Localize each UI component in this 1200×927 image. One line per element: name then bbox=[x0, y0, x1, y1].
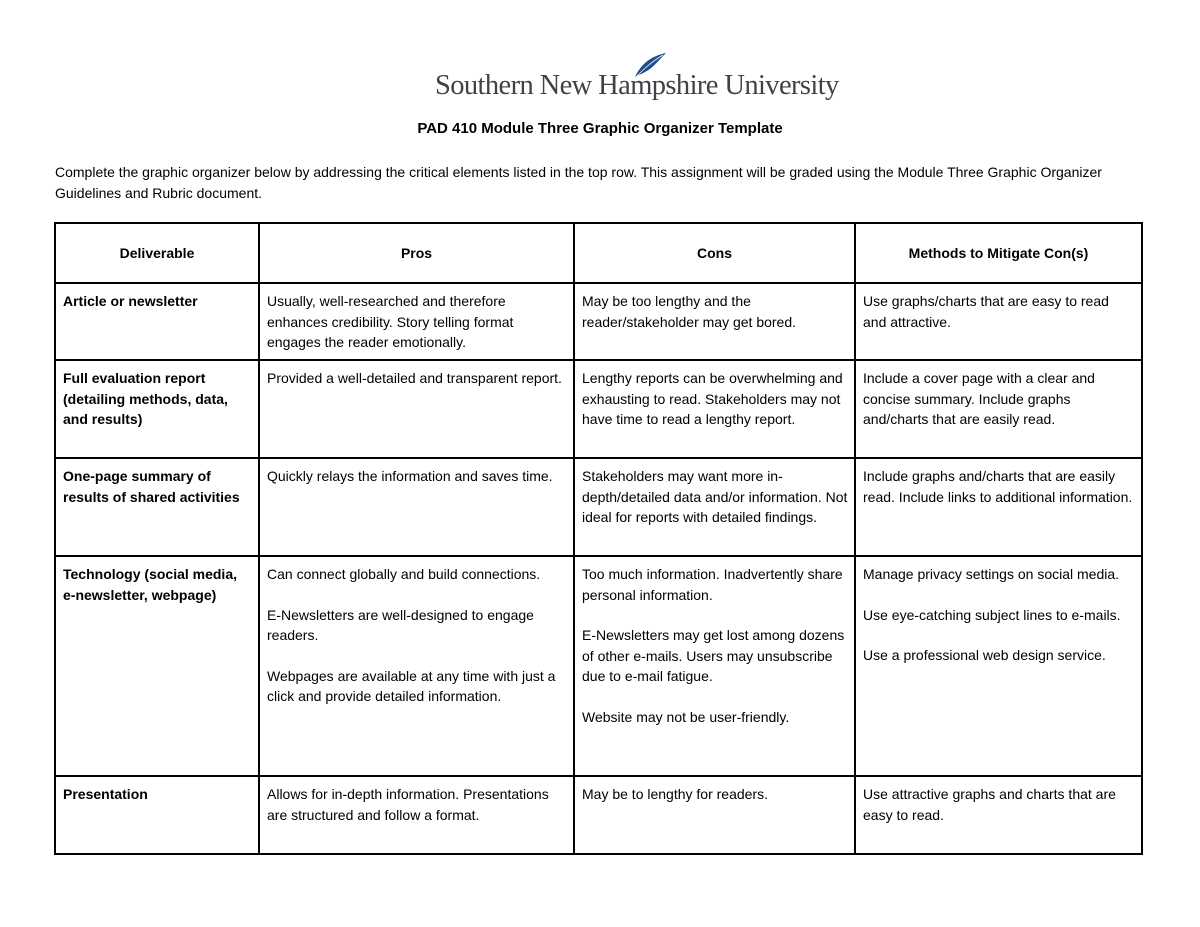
cons-text: Stakeholders may want more in-depth/detailed data and/or information. Not ideal for reports with detailed findings. bbox=[582, 468, 848, 525]
cons-text: Website may not be user-friendly. bbox=[582, 708, 790, 725]
methods-cell bbox=[855, 458, 1142, 556]
table-row bbox=[55, 283, 1142, 360]
methods-cell bbox=[855, 776, 1142, 854]
methods-cell bbox=[855, 283, 1142, 360]
header-row bbox=[55, 223, 1142, 283]
pros-cell bbox=[259, 283, 574, 360]
cons-cell bbox=[574, 458, 855, 556]
pros-text: Allows for in-depth information. Presentations are structured and follow a format. bbox=[267, 786, 549, 823]
cons-cell bbox=[574, 360, 855, 458]
logo-wordmark: Southern New Hampshire University bbox=[435, 70, 839, 101]
header-pros: Pros bbox=[259, 223, 574, 283]
pros-cell bbox=[259, 776, 574, 854]
deliverable-cell: Presentation bbox=[55, 776, 259, 854]
pros-cell bbox=[259, 458, 574, 556]
methods-text: Include a cover page with a clear and concise summary. Include graphs and/charts that are easily read. bbox=[863, 370, 1095, 427]
header-deliverable: Deliverable bbox=[55, 223, 259, 283]
instructions-paragraph: Complete the graphic organizer below by addressing the critical elements listed in the top row. This assignment will be graded using the Module Three Graphic Organizer Guidelines and Rubric document. bbox=[55, 164, 1102, 201]
table-row bbox=[55, 360, 1142, 458]
document-title: PAD 410 Module Three Graphic Organizer Template bbox=[417, 120, 783, 137]
pros-text: E-Newsletters are well-designed to engage readers. bbox=[267, 606, 534, 643]
cons-text: E-Newsletters may get lost among dozens of other e-mails. Users may unsubscribe due to e-mail fatigue. bbox=[582, 627, 845, 684]
pros-text: Can connect globally and build connections. bbox=[267, 566, 541, 582]
methods-cell bbox=[855, 360, 1142, 458]
header-cons: Cons bbox=[574, 223, 855, 283]
methods-cell bbox=[855, 556, 1142, 776]
deliverable-cell: Article or newsletter bbox=[55, 283, 259, 360]
methods-text: Use eye-catching subject lines to e-mails. bbox=[863, 606, 1121, 623]
table-row bbox=[55, 776, 1142, 854]
university-logo bbox=[435, 52, 839, 106]
pros-cell bbox=[259, 360, 574, 458]
graphic-organizer-table bbox=[54, 222, 1143, 855]
cons-cell bbox=[574, 776, 855, 854]
methods-text: Manage privacy settings on social media. bbox=[863, 566, 1120, 582]
deliverable-cell: One-page summary of results of shared activities bbox=[55, 458, 259, 556]
header-methods: Methods to Mitigate Con(s) bbox=[855, 223, 1142, 283]
table-row bbox=[55, 556, 1142, 776]
deliverable-cell: Technology (social media, e-newsletter, webpage) bbox=[55, 556, 259, 776]
methods-text: Use graphs/charts that are easy to read and attractive. bbox=[863, 293, 1109, 330]
pros-text: Usually, well-researched and therefore enhances credibility. Story telling format engages the reader emotionally. bbox=[267, 293, 514, 350]
cons-text: May be to lengthy for readers. bbox=[582, 786, 768, 802]
table-row bbox=[55, 458, 1142, 556]
pros-text: Webpages are available at any time with just a click and provide detailed information. bbox=[267, 667, 556, 704]
methods-text: Include graphs and/charts that are easily read. Include links to additional information. bbox=[863, 468, 1133, 505]
pros-cell bbox=[259, 556, 574, 776]
pros-text: Provided a well-detailed and transparent report. bbox=[267, 370, 562, 386]
cons-text: Lengthy reports can be overwhelming and exhausting to read. Stakeholders may not have time to read a lengthy report. bbox=[582, 370, 843, 427]
pros-text: Quickly relays the information and saves time. bbox=[267, 468, 553, 484]
cons-text: Too much information. Inadvertently share personal information. bbox=[582, 566, 843, 603]
cons-text: May be too lengthy and the reader/stakeholder may get bored. bbox=[582, 293, 797, 330]
methods-text: Use a professional web design service. bbox=[863, 647, 1106, 663]
deliverable-cell: Full evaluation report (detailing methods, data, and results) bbox=[55, 360, 259, 458]
cons-cell bbox=[574, 283, 855, 360]
methods-text: Use attractive graphs and charts that are easy to read. bbox=[863, 786, 1116, 823]
cons-cell bbox=[574, 556, 855, 776]
